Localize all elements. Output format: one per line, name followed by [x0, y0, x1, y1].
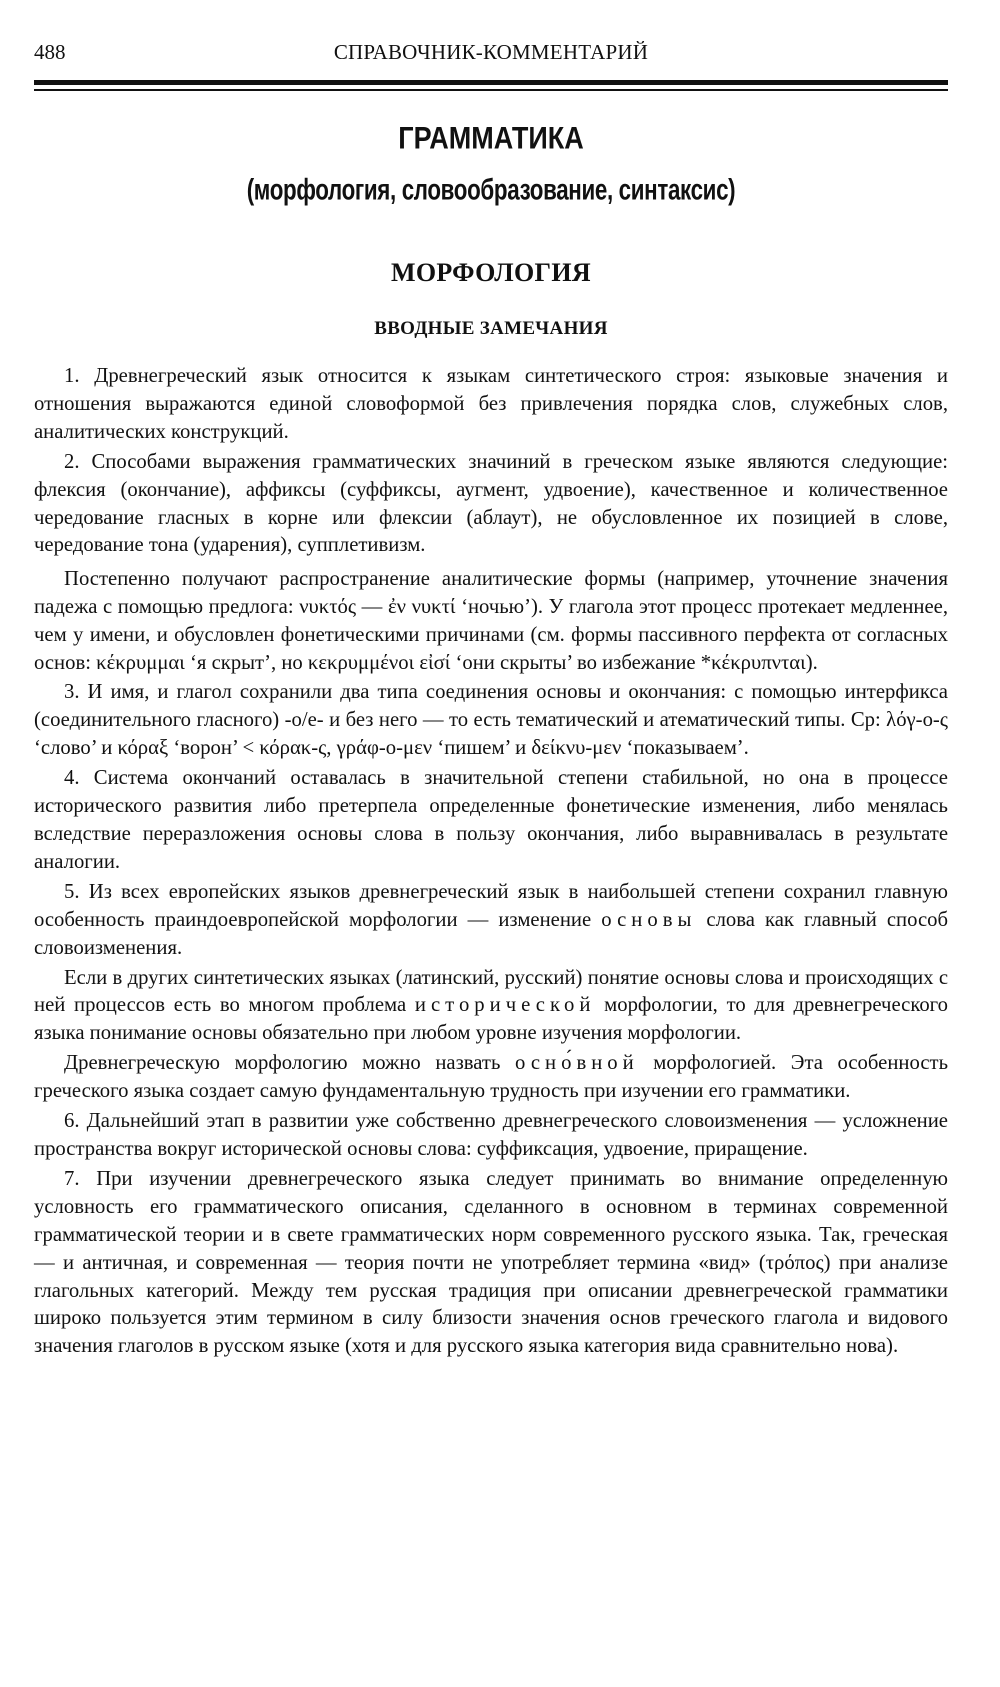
spaced-emphasis-word: осно́вной	[514, 1052, 639, 1075]
paragraph-5: 4. Система окончаний оставалась в значительной степени стабильной, но она в процессе исторического развития либо претерпела определенные фонетические изменения, либо менялась вследствие переразложения основы слова в пользу окончания, либо выравнивалась в результате аналогии.	[34, 767, 948, 873]
header-rule-thin	[34, 89, 948, 91]
paragraph-8-text-a: Древнегреческую морфологию можно назвать	[64, 1052, 515, 1075]
paragraph-3: Постепенно получают распространение аналитические формы (например, уточнение значения падежа с помощью предлога: νυκτός — ἐν νυκτί ‘ночью’). У глагола этот процесс протекает медленнее, чем у имени, и обусловлен фонетическими причинами (см. формы пассивного перфекта от согласных основ: κέκρυμμαι ‘я скрыт’, но κεκρυμμένοι εἰσί ‘они скрыты’ во избежание *κέκρυπνται).	[34, 567, 948, 674]
chapter-subtitle: (морфология, словообразование, синтаксис)	[246, 171, 736, 207]
paragraph-9: 6. Дальнейший этап в развитии уже собственно древнегреческого словоизменения — усложнение пространства вокруг исторической основы слова: суффиксация, удвоение, приращение.	[34, 1110, 948, 1160]
paragraph-8-text-b: морфологией. Эта особенность греческого языка создает самую фундаментальную трудность при изучении его грамматики.	[34, 1052, 948, 1103]
body-text	[34, 363, 948, 1367]
paragraph-1: 1. Древнегреческий язык относится к языкам синтетического строя: языковые значения и отношения выражаются единой словоформой без привлечения порядка слов, служебных слов, аналитических конструкций.	[34, 365, 948, 443]
paragraph-10: 7. При изучении древнегреческого языка следует принимать во внимание определенную условность его грамматического описания, сделанного в основном в терминах современной грамматической теории и в свете грамматических норм современного русского языка. Так, греческая — и античная, и современная — теория почти не употребляет термина «вид» (τρόπος) при анализе глагольных категорий. Между тем русская традиция при описании древнегреческой грамматики широко пользуется этим термином в силу близости значения основ греческого глагола и видового значения глаголов в русском языке (хотя и для русского языка категория вида сравнительно нова).	[34, 1167, 948, 1358]
paragraph-7-text-b: морфологии, то для древнегреческого языка понимание основы обязательно при любом уровне изучения морфологии.	[34, 994, 948, 1045]
paragraph-7-text-a: Если в других синтетических языках (латинский, русский) понятие основы слова и происходящих с ней процессов есть во многом проблема	[34, 966, 948, 1017]
spaced-emphasis-word: основы	[601, 908, 697, 931]
header-rule-thick	[34, 80, 948, 85]
paragraph-2: 2. Способами выражения грамматических значиний в греческом языке являются следующие: флексия (окончание), аффиксы (суффиксы, аугмент, удвоение), качественное и количественное чередование гласных в корне или флексии (аблаут), не обусловленное их позицией в слове, чередование тона (ударения), супплетивизм.	[34, 450, 948, 557]
running-head	[34, 40, 948, 70]
subsection-title: ВВОДНЫЕ ЗАМЕЧАНИЯ	[374, 318, 608, 339]
page-number: 488	[34, 40, 66, 64]
section-title: МОРФОЛОГИЯ	[391, 258, 591, 287]
paragraph-8	[34, 1050, 948, 1106]
paragraph-6	[34, 879, 948, 963]
running-title: СПРАВОЧНИК-КОММЕНТАРИЙ	[333, 40, 649, 64]
paragraph-7	[34, 965, 948, 1049]
chapter-title: ГРАММАТИКА	[398, 120, 584, 156]
paragraph-6-text-a: 5. Из всех европейских языков древнегреческий язык в наибольшей степени сохранил главную особенность праиндоевропейской морфологии — изменение	[34, 880, 948, 931]
spaced-emphasis-word: исторической	[414, 994, 596, 1017]
paragraph-4: 3. И имя, и глагол сохранили два типа соединения основы и окончания: с помощью интерфикса (соединительного гласного) -o/e- и без него — то есть тематический и атематический типы. Ср: λόγ-ο-ς ‘слово’ и κόραξ ‘ворон’ < κόρακ-ς, γράφ-ο-μεν ‘пишем’ и δείκνυ-μεν ‘показываем’.	[34, 681, 948, 760]
paragraph-6-text-b: слова как главный способ словоизменения.	[34, 908, 948, 959]
